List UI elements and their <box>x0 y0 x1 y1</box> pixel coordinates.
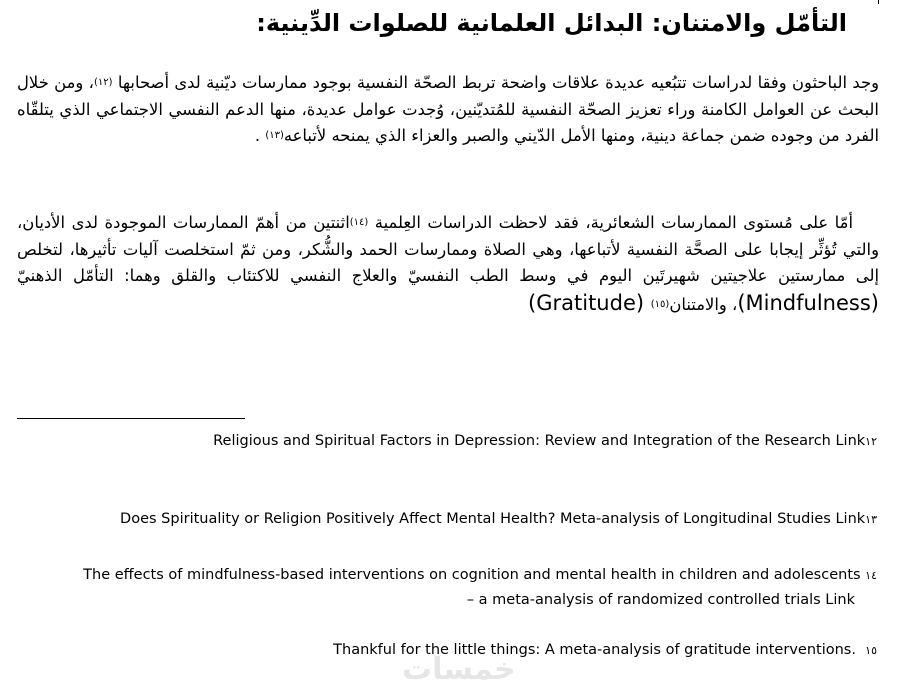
footnote-number: ١٥ <box>865 644 877 657</box>
footnote-12 <box>7 429 877 454</box>
paragraph-1-text-a: وجد الباحثون وفقا لدراسات تتبُعيه عديدة علاقات واضحة تربط الصحّة النفسية بوجود ممارسات ديّنية لدى أصحابها <box>112 73 879 92</box>
term-mindfulness: (Mindfulness) <box>737 290 879 315</box>
footnote-text-line2[interactable]: – a meta-analysis of randomized controlled trials Link <box>466 592 855 608</box>
footnote-number: ١٣ <box>865 513 877 526</box>
paragraph-1-text-c: . <box>254 126 266 145</box>
paragraph-ritual-practices <box>17 210 879 318</box>
footnote-text: Thankful for the little things: A meta-analysis of gratitude interventions. <box>333 642 856 658</box>
term-gratitude: (Gratitude) <box>528 290 651 315</box>
footnote-number: ١٤ <box>865 569 877 582</box>
footnote-13 <box>7 507 877 532</box>
section-heading: التأمّل والامتنان: البدائل العلمانية للصلوات الدِّينية: <box>256 9 847 37</box>
paragraph-religious-mental-health <box>17 70 879 150</box>
paragraph-1-text-b: ، ومن خلال البحث عن العوامل الكامنة وراء تعزيز الصحّة النفسية للمُتديّنين، وُجدت عوامل عديدة، منها الدعم النفسي الاجتماعي الذي يتلقّاه الفرد من وجوده ضمن جماعة دينية، ومنها الأمل الدّيني والصبر والعزاء الذي يمنحه لأتباعه <box>17 73 879 145</box>
footnote-ref-12[interactable]: (١٢) <box>93 77 113 88</box>
footnote-14 <box>7 563 877 612</box>
footnote-ref-14[interactable]: (١٤) <box>349 217 369 228</box>
footnote-text[interactable]: The effects of mindfulness-based interventions on cognition and mental health in children and adolescents <box>83 567 861 583</box>
footnote-ref-13[interactable]: (١٣) <box>265 130 284 141</box>
paragraph-2-text-a: أمّا على مُستوى الممارسات الشعائرية، فقد لاحظت الدراسات العِلمية <box>368 213 854 232</box>
paragraph-2-text-b: اثنتين من أهمّ الممارسات الموجودة لدى الأديان، والتي تُؤثِّر إيجابا على الصحَّة النفسية لأتباعها، وهي الصلاة وممارسات الحمد والشُّكر، ومن ثمّ استخلصت آليات تأثيرها، لتخلص إلى ممارستين علاجيتين شهيرتَين اليوم في وسط الطب النفسيّ والعلاج النفسي للاكتئاب والقلق وهما: التأمّل الذهنيّ <box>17 213 879 285</box>
paragraph-2-text-c: ، والامتنان <box>669 294 738 314</box>
footnote-text[interactable]: Does Spirituality or Religion Positively Affect Mental Health? Meta-analysis of Longitudinal Studies Link <box>120 511 866 527</box>
footnote-separator <box>17 418 245 419</box>
footnote-number: ١٢ <box>865 435 877 448</box>
page-corner-mark <box>878 0 879 4</box>
footnote-ref-15[interactable]: (١٥) <box>650 298 670 310</box>
watermark-logo: خمسات <box>402 652 516 687</box>
footnote-text[interactable]: Religious and Spiritual Factors in Depression: Review and Integration of the Research Link <box>213 433 866 449</box>
